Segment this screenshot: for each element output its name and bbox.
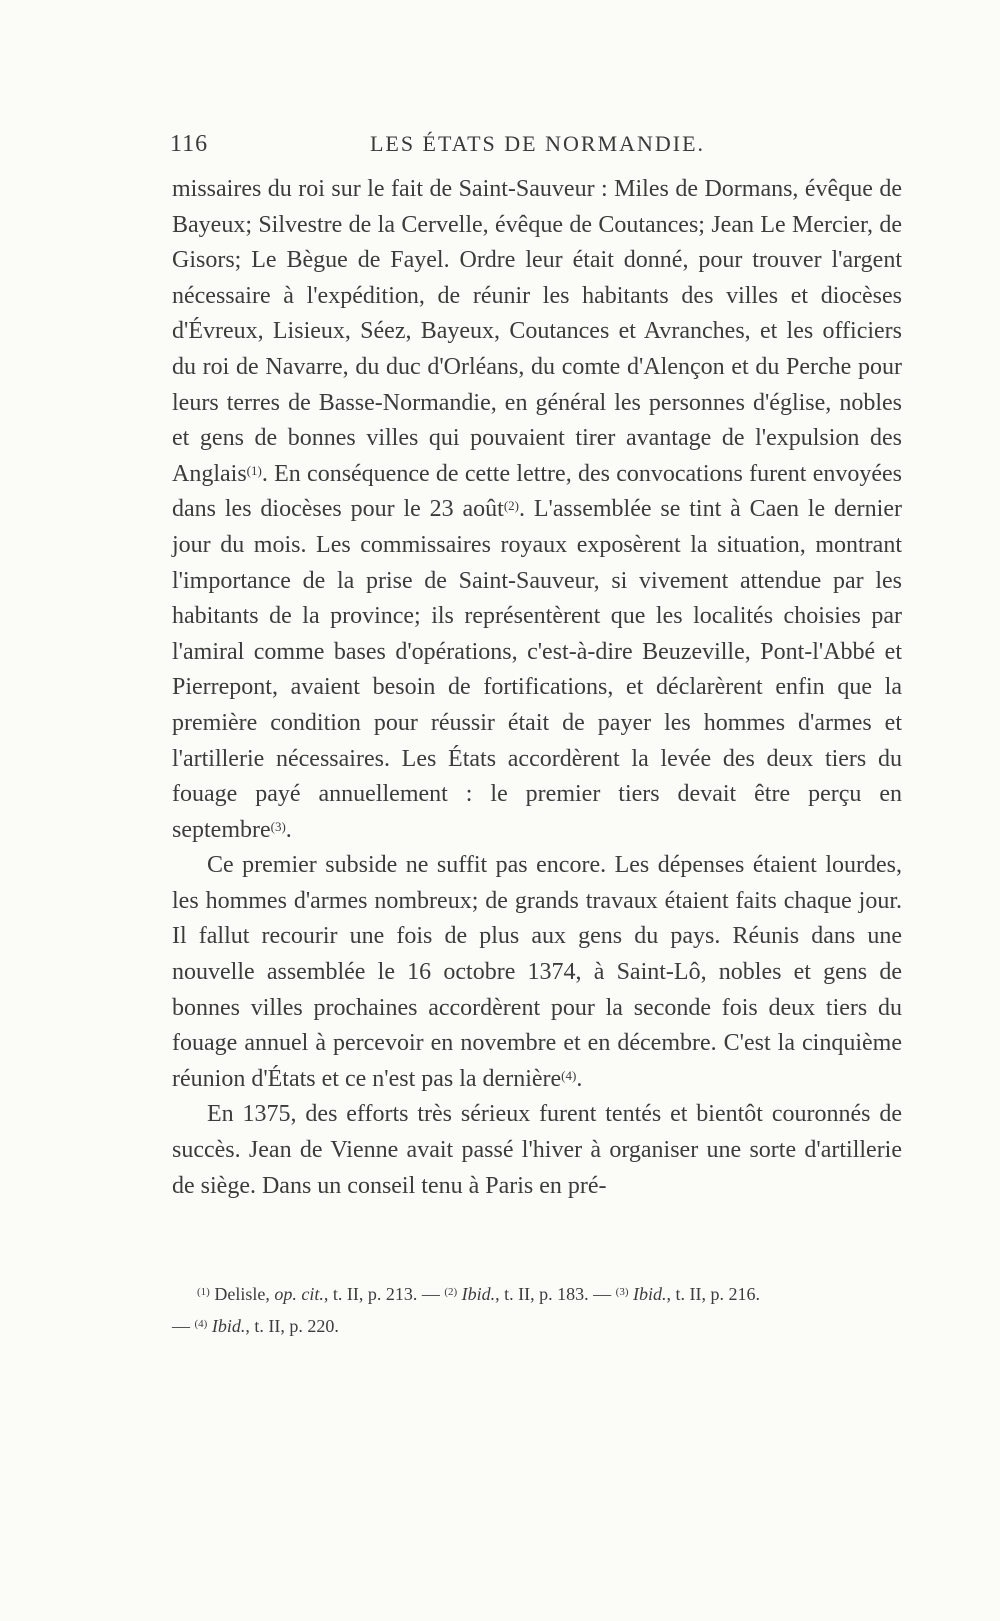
footnote-4-ibid: Ibid. xyxy=(211,1316,246,1336)
body-text xyxy=(172,172,902,1204)
footnote-2-mark: (2) xyxy=(444,1286,458,1298)
footnotes xyxy=(172,1278,902,1342)
paragraph-1-text-b: . En conséquence de cette lettre, des convocations furent envoyées dans les diocèses pour le 23 août xyxy=(172,460,902,523)
page-header xyxy=(170,131,905,171)
footnote-2-ibid: Ibid. xyxy=(461,1284,496,1304)
paragraph-2 xyxy=(172,848,902,1097)
paragraph-2-text-a: Ce premier subside ne suffit pas encore. Les dépenses étaient lourdes, les hommes d'armes nombreux; de grands travaux étaient faits chaque jour. Il fallut recourir une fois de plus aux gens du pays. Réunis dans une nouvelle assemblée le 16 octobre 1374, à Saint-Lô, nobles et gens de bonnes villes prochaines accordèrent pour la seconde fois deux tiers du fouage annuel à percevoir en novembre et en décembre. C'est la cinquième réunion d'États et ce n'est pas la dernière xyxy=(172,852,902,1092)
footnote-1-mark: (1) xyxy=(197,1286,210,1298)
paragraph-1-text-d: . xyxy=(285,816,292,843)
paragraph-3-text: En 1375, des efforts très sérieux furent tentés et bientôt couronnés de succès. Jean de Vienne avait passé l'hiver à organiser une sorte d'artillerie de siège. Dans un conseil tenu à Paris en pré- xyxy=(172,1101,902,1199)
paragraph-2-text-b: . xyxy=(576,1065,583,1092)
paragraph-3 xyxy=(172,1097,902,1204)
paragraph-1-text-c: . L'assemblée se tint à Caen le dernier jour du mois. Les commissaires royaux exposèrent la situation, montrant l'importance de la prise de Saint-Sauveur, si vivement attendue par les habitants de la province; ils représentèrent que les localités choisies par l'amiral comme bases d'opérations, c'est-à-dire Beuzeville, Pont-l'Abbé et Pierrepont, avaient besoin de fortifications, et déclarèrent enfin que la première condition pour réussir était de payer les hommes d'armes et l'artillerie nécessaires. Les États accordèrent la levée des deux tiers du fouage payé annuellement : le premier tiers devait être perçu en septembre xyxy=(172,496,902,843)
footnote-ref-3: (3) xyxy=(270,818,286,834)
footnote-1-ref: , t. II, p. 213. — xyxy=(323,1284,440,1304)
running-title: LES ÉTATS DE NORMANDIE. xyxy=(369,131,706,156)
page-number: 116 xyxy=(170,131,209,157)
footnote-ref-2: (2) xyxy=(503,498,520,514)
footnote-3-mark: (3) xyxy=(615,1286,629,1298)
footnote-1-op-cit: op. cit. xyxy=(274,1284,324,1304)
footnote-line-1 xyxy=(172,1278,902,1310)
footnote-3-ibid: Ibid. xyxy=(632,1284,667,1304)
footnote-1-author: Delisle, xyxy=(214,1284,270,1304)
footnote-ref-4: (4) xyxy=(561,1067,577,1083)
footnote-4-dash: — xyxy=(172,1316,190,1336)
footnote-4-ref: , t. II, p. 220. xyxy=(245,1316,339,1336)
footnote-2-ref: , t. II, p. 183. — xyxy=(495,1284,612,1304)
footnote-4-mark: (4) xyxy=(194,1318,208,1330)
footnote-line-2 xyxy=(172,1310,902,1342)
footnote-3-ref: , t. II, p. 216. xyxy=(666,1284,760,1304)
paragraph-1-text-a: missaires du roi sur le fait de Saint-Sauveur : Miles de Dormans, évêque de Bayeux; Silvestre de la Cervelle, évêque de Coutances; Jean Le Mercier, de Gisors; Le Bègue de Fayel. Ordre leur était donné, pour trouver l'argent nécessaire à l'expédition, de réunir les habitants des villes et diocèses d'Évreux, Lisieux, Séez, Bayeux, Coutances et Avranches, et les officiers du roi de Navarre, du duc d'Orléans, du comte d'Alençon et du Perche pour leurs terres de Basse-Normandie, en général les personnes d'église, nobles et gens de bonnes villes qui pouvaient tirer avantage de l'expulsion des Anglais xyxy=(172,176,902,487)
paragraph-1 xyxy=(172,172,902,848)
footnote-ref-1: (1) xyxy=(246,462,262,478)
